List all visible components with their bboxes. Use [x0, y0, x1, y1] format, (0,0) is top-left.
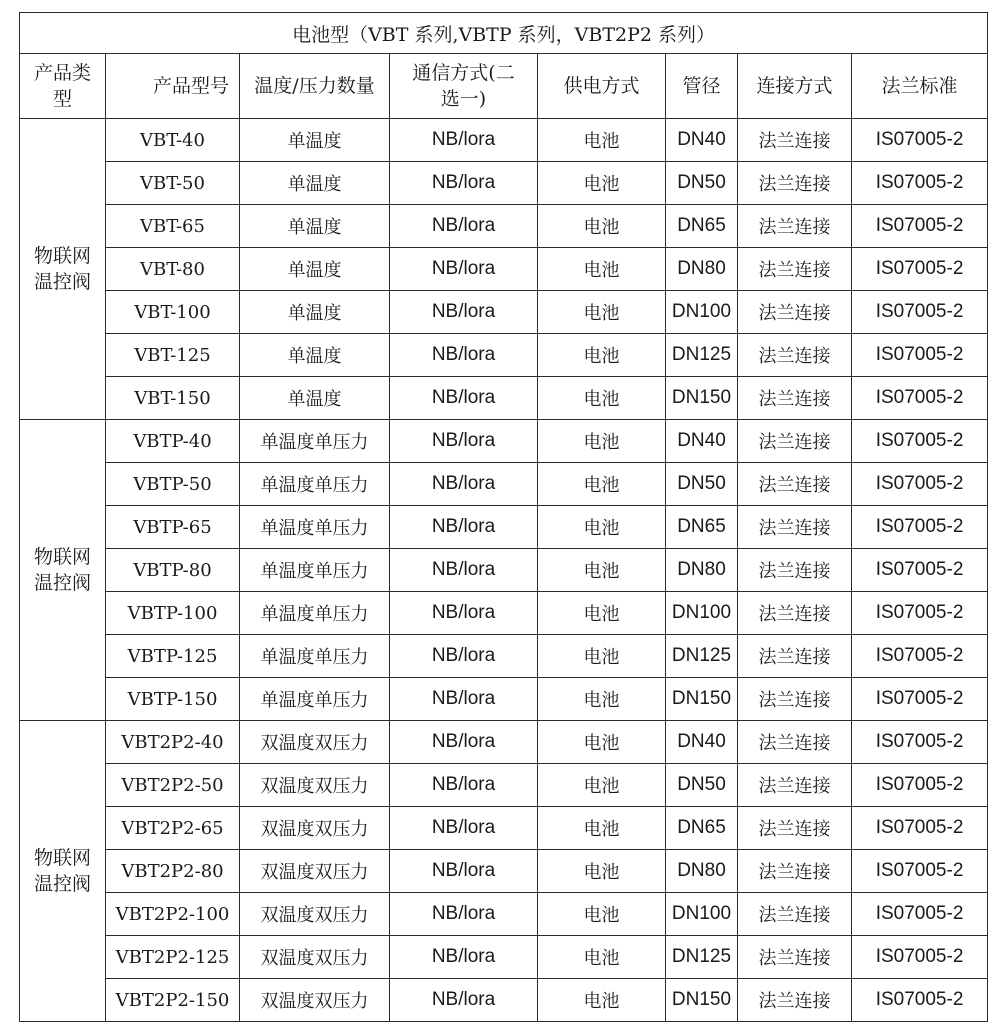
cell-connection: 法兰连接: [738, 764, 852, 807]
cell-power: 电池: [538, 635, 666, 678]
cell-model: VBT-80: [106, 248, 240, 291]
cell-connection: 法兰连接: [738, 592, 852, 635]
cell-model: VBT2P2-125: [106, 936, 240, 979]
cell-power: 电池: [538, 721, 666, 764]
cell-power: 电池: [538, 506, 666, 549]
cell-temp-pressure: 双温度双压力: [240, 807, 390, 850]
cell-pipe: DN50: [666, 463, 738, 506]
table-row: [20, 119, 988, 162]
header-flange: 法兰标准: [852, 54, 988, 119]
cell-connection: 法兰连接: [738, 807, 852, 850]
cell-comm: NB/lora: [390, 936, 538, 979]
cell-flange: IS07005-2: [852, 979, 988, 1022]
cell-connection: 法兰连接: [738, 678, 852, 721]
cell-temp-pressure: 双温度双压力: [240, 893, 390, 936]
header-comm-line2: 选一): [440, 88, 487, 110]
cell-comm: NB/lora: [390, 334, 538, 377]
product-type-line2: 温控阀: [33, 572, 91, 594]
cell-pipe: DN50: [666, 162, 738, 205]
cell-power: 电池: [538, 807, 666, 850]
cell-power: 电池: [538, 936, 666, 979]
product-type-line2: 温控阀: [33, 271, 91, 293]
cell-pipe: DN150: [666, 678, 738, 721]
table-row: [20, 248, 988, 291]
cell-model: VBTP-125: [106, 635, 240, 678]
table-row: [20, 205, 988, 248]
header-model: 产品型号: [106, 54, 240, 119]
cell-comm: NB/lora: [390, 119, 538, 162]
cell-temp-pressure: 单温度单压力: [240, 463, 390, 506]
cell-power: 电池: [538, 377, 666, 420]
table-row: [20, 162, 988, 205]
cell-flange: IS07005-2: [852, 162, 988, 205]
cell-flange: IS07005-2: [852, 678, 988, 721]
header-row: [20, 54, 988, 119]
table-row: [20, 850, 988, 893]
cell-model: VBT-125: [106, 334, 240, 377]
table-row: [20, 592, 988, 635]
header-product-type: [20, 54, 106, 119]
cell-pipe: DN100: [666, 291, 738, 334]
cell-flange: IS07005-2: [852, 936, 988, 979]
cell-power: 电池: [538, 162, 666, 205]
cell-comm: NB/lora: [390, 291, 538, 334]
cell-connection: 法兰连接: [738, 936, 852, 979]
header-power: 供电方式: [538, 54, 666, 119]
cell-flange: IS07005-2: [852, 205, 988, 248]
cell-flange: IS07005-2: [852, 506, 988, 549]
product-type-line1: 物联网: [33, 847, 91, 869]
cell-power: 电池: [538, 205, 666, 248]
cell-model: VBT-65: [106, 205, 240, 248]
cell-model: VBT2P2-40: [106, 721, 240, 764]
cell-power: 电池: [538, 248, 666, 291]
cell-pipe: DN100: [666, 893, 738, 936]
cell-temp-pressure: 双温度双压力: [240, 936, 390, 979]
cell-connection: 法兰连接: [738, 549, 852, 592]
header-pipe: 管径: [666, 54, 738, 119]
cell-power: 电池: [538, 334, 666, 377]
cell-pipe: DN125: [666, 334, 738, 377]
cell-product-type: [20, 721, 106, 1022]
cell-comm: NB/lora: [390, 420, 538, 463]
cell-model: VBTP-80: [106, 549, 240, 592]
cell-power: 电池: [538, 420, 666, 463]
cell-power: 电池: [538, 678, 666, 721]
cell-pipe: DN80: [666, 850, 738, 893]
cell-connection: 法兰连接: [738, 291, 852, 334]
cell-power: 电池: [538, 764, 666, 807]
table-row: [20, 420, 988, 463]
cell-model: VBT-40: [106, 119, 240, 162]
table-row: [20, 291, 988, 334]
cell-flange: IS07005-2: [852, 635, 988, 678]
cell-flange: IS07005-2: [852, 807, 988, 850]
cell-model: VBTP-40: [106, 420, 240, 463]
cell-power: 电池: [538, 463, 666, 506]
cell-power: 电池: [538, 291, 666, 334]
table-row: [20, 721, 988, 764]
cell-comm: NB/lora: [390, 205, 538, 248]
cell-pipe: DN65: [666, 205, 738, 248]
cell-temp-pressure: 双温度双压力: [240, 721, 390, 764]
cell-flange: IS07005-2: [852, 893, 988, 936]
table-row: [20, 893, 988, 936]
cell-connection: 法兰连接: [738, 334, 852, 377]
header-product-type-line2: 型: [52, 88, 72, 110]
cell-flange: IS07005-2: [852, 592, 988, 635]
cell-model: VBT2P2-50: [106, 764, 240, 807]
cell-connection: 法兰连接: [738, 205, 852, 248]
cell-connection: 法兰连接: [738, 248, 852, 291]
cell-pipe: DN80: [666, 248, 738, 291]
cell-connection: 法兰连接: [738, 850, 852, 893]
cell-comm: NB/lora: [390, 162, 538, 205]
cell-model: VBT2P2-150: [106, 979, 240, 1022]
cell-temp-pressure: 单温度: [240, 377, 390, 420]
cell-flange: IS07005-2: [852, 764, 988, 807]
product-type-line1: 物联网: [33, 245, 91, 267]
table-row: [20, 807, 988, 850]
cell-comm: NB/lora: [390, 377, 538, 420]
cell-connection: 法兰连接: [738, 119, 852, 162]
cell-connection: 法兰连接: [738, 506, 852, 549]
cell-pipe: DN150: [666, 979, 738, 1022]
cell-flange: IS07005-2: [852, 334, 988, 377]
cell-pipe: DN40: [666, 119, 738, 162]
cell-pipe: DN125: [666, 635, 738, 678]
cell-connection: 法兰连接: [738, 893, 852, 936]
cell-connection: 法兰连接: [738, 721, 852, 764]
cell-model: VBTP-150: [106, 678, 240, 721]
table-row: [20, 764, 988, 807]
table-body: [20, 119, 988, 1022]
header-product-type-line1: 产品类: [33, 62, 91, 84]
header-connection: 连接方式: [738, 54, 852, 119]
cell-comm: NB/lora: [390, 678, 538, 721]
table-row: [20, 334, 988, 377]
cell-comm: NB/lora: [390, 850, 538, 893]
table-row: [20, 463, 988, 506]
cell-comm: NB/lora: [390, 592, 538, 635]
product-type-line1: 物联网: [33, 546, 91, 568]
table-row: [20, 678, 988, 721]
cell-comm: NB/lora: [390, 549, 538, 592]
spec-table: [19, 12, 988, 1022]
cell-connection: 法兰连接: [738, 377, 852, 420]
cell-pipe: DN65: [666, 807, 738, 850]
cell-model: VBT2P2-80: [106, 850, 240, 893]
cell-model: VBTP-100: [106, 592, 240, 635]
cell-model: VBT-100: [106, 291, 240, 334]
cell-temp-pressure: 单温度: [240, 162, 390, 205]
cell-connection: 法兰连接: [738, 979, 852, 1022]
cell-power: 电池: [538, 592, 666, 635]
cell-comm: NB/lora: [390, 506, 538, 549]
cell-temp-pressure: 单温度: [240, 119, 390, 162]
table-row: [20, 506, 988, 549]
cell-flange: IS07005-2: [852, 463, 988, 506]
cell-connection: 法兰连接: [738, 162, 852, 205]
cell-product-type: [20, 119, 106, 420]
cell-model: VBT2P2-100: [106, 893, 240, 936]
cell-flange: IS07005-2: [852, 549, 988, 592]
table-row: [20, 936, 988, 979]
cell-pipe: DN65: [666, 506, 738, 549]
table-row: [20, 979, 988, 1022]
cell-pipe: DN40: [666, 721, 738, 764]
cell-connection: 法兰连接: [738, 635, 852, 678]
cell-temp-pressure: 双温度双压力: [240, 850, 390, 893]
cell-model: VBTP-65: [106, 506, 240, 549]
table-title: 电池型（VBT 系列,VBTP 系列，VBT2P2 系列）: [20, 13, 988, 54]
cell-pipe: DN100: [666, 592, 738, 635]
cell-comm: NB/lora: [390, 635, 538, 678]
cell-temp-pressure: 单温度单压力: [240, 549, 390, 592]
table-row: [20, 549, 988, 592]
cell-model: VBT-50: [106, 162, 240, 205]
cell-temp-pressure: 双温度双压力: [240, 764, 390, 807]
cell-model: VBTP-50: [106, 463, 240, 506]
cell-temp-pressure: 单温度单压力: [240, 506, 390, 549]
cell-power: 电池: [538, 549, 666, 592]
cell-power: 电池: [538, 979, 666, 1022]
cell-comm: NB/lora: [390, 764, 538, 807]
cell-flange: IS07005-2: [852, 291, 988, 334]
cell-temp-pressure: 单温度单压力: [240, 678, 390, 721]
cell-model: VBT2P2-65: [106, 807, 240, 850]
cell-temp-pressure: 单温度: [240, 205, 390, 248]
cell-power: 电池: [538, 119, 666, 162]
cell-comm: NB/lora: [390, 893, 538, 936]
cell-temp-pressure: 单温度单压力: [240, 592, 390, 635]
cell-temp-pressure: 双温度双压力: [240, 979, 390, 1022]
cell-pipe: DN50: [666, 764, 738, 807]
cell-connection: 法兰连接: [738, 463, 852, 506]
table-row: [20, 635, 988, 678]
cell-pipe: DN125: [666, 936, 738, 979]
cell-flange: IS07005-2: [852, 119, 988, 162]
cell-comm: NB/lora: [390, 463, 538, 506]
cell-flange: IS07005-2: [852, 248, 988, 291]
cell-flange: IS07005-2: [852, 420, 988, 463]
cell-temp-pressure: 单温度: [240, 291, 390, 334]
cell-pipe: DN150: [666, 377, 738, 420]
cell-temp-pressure: 单温度单压力: [240, 420, 390, 463]
cell-comm: NB/lora: [390, 248, 538, 291]
cell-connection: 法兰连接: [738, 420, 852, 463]
cell-temp-pressure: 单温度: [240, 248, 390, 291]
header-comm-line1: 通信方式(二: [412, 62, 515, 84]
cell-model: VBT-150: [106, 377, 240, 420]
cell-flange: IS07005-2: [852, 850, 988, 893]
product-type-line2: 温控阀: [33, 873, 91, 895]
cell-flange: IS07005-2: [852, 721, 988, 764]
header-comm: [390, 54, 538, 119]
table-row: [20, 377, 988, 420]
cell-temp-pressure: 单温度单压力: [240, 635, 390, 678]
cell-pipe: DN80: [666, 549, 738, 592]
cell-power: 电池: [538, 850, 666, 893]
cell-product-type: [20, 420, 106, 721]
header-temp-pressure: 温度/压力数量: [240, 54, 390, 119]
cell-power: 电池: [538, 893, 666, 936]
cell-comm: NB/lora: [390, 979, 538, 1022]
cell-comm: NB/lora: [390, 721, 538, 764]
cell-comm: NB/lora: [390, 807, 538, 850]
cell-pipe: DN40: [666, 420, 738, 463]
cell-flange: IS07005-2: [852, 377, 988, 420]
cell-temp-pressure: 单温度: [240, 334, 390, 377]
